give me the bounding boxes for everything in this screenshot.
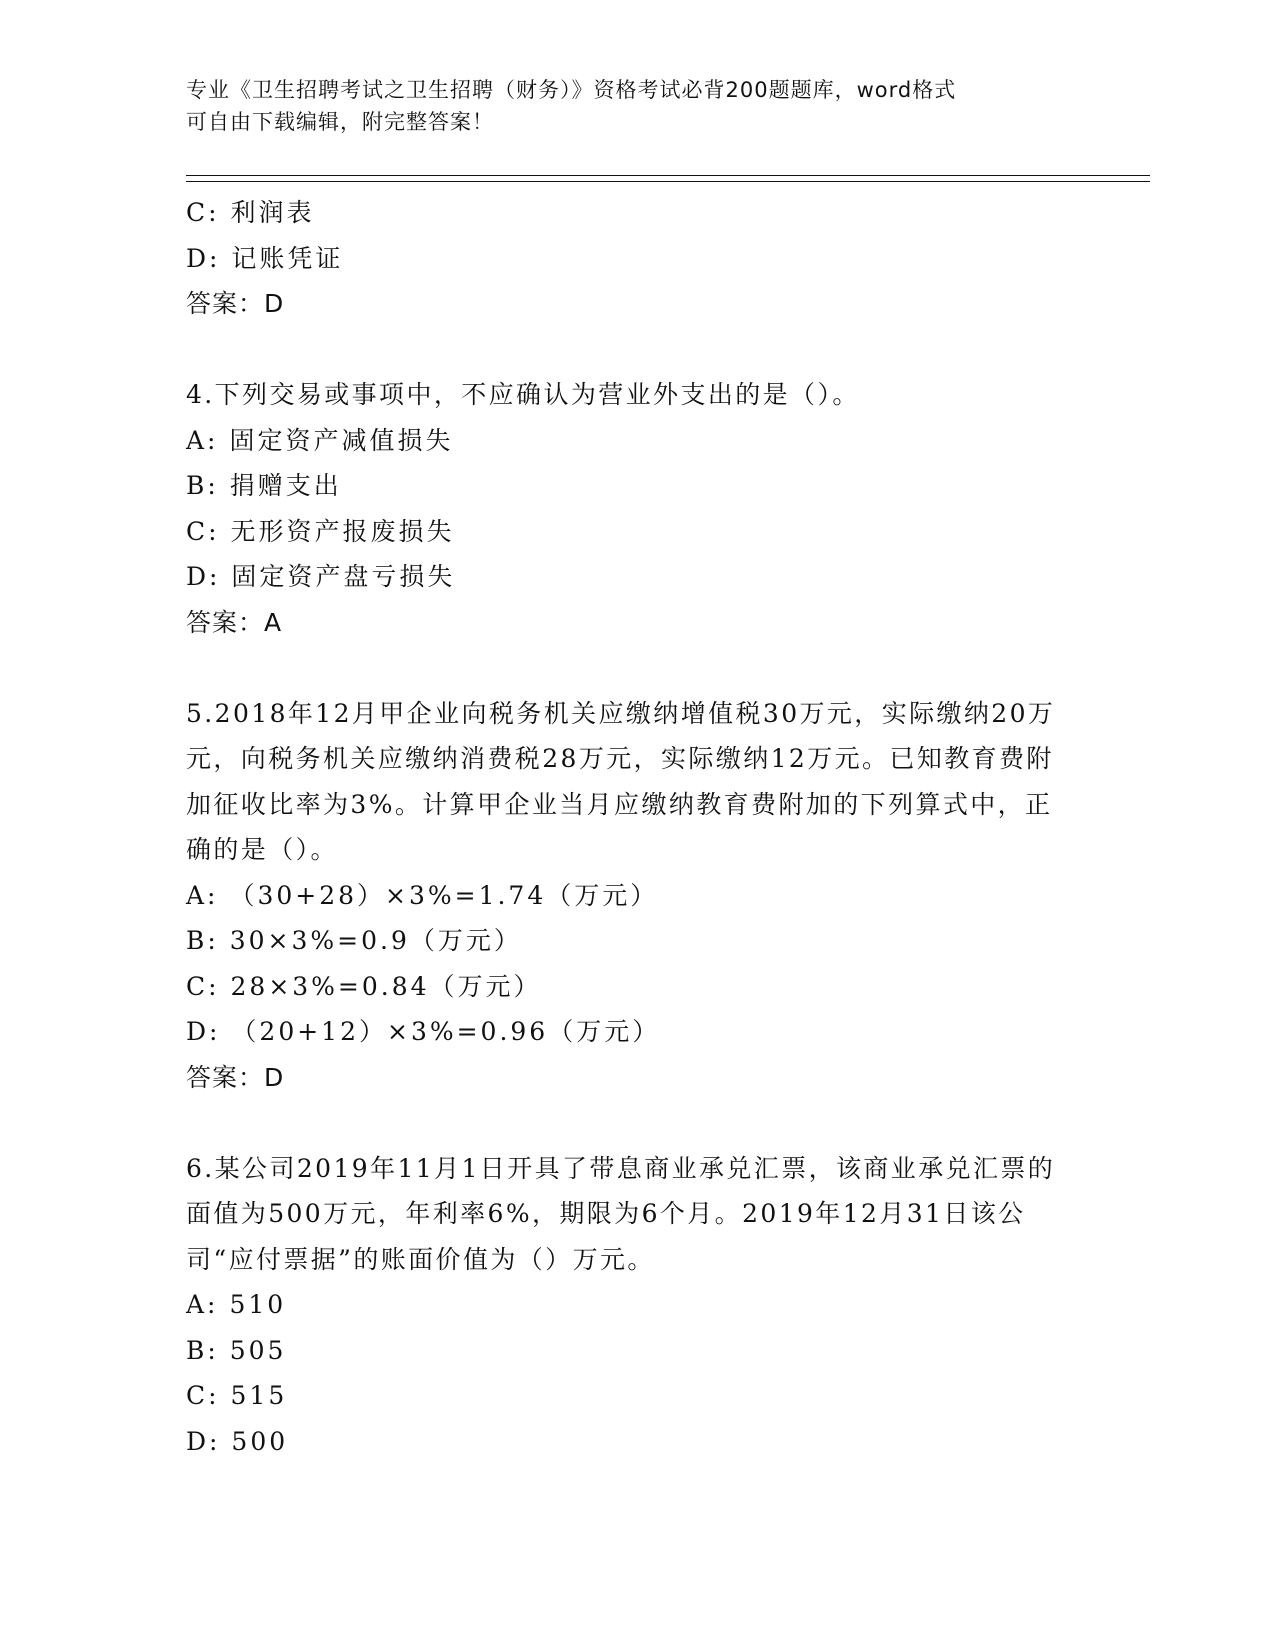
question-3-continuation bbox=[186, 190, 1086, 327]
question-stem: 6.某公司2019年11月1日开具了带息商业承兑汇票，该商业承兑汇票的面值为500万元，年利率6%，期限为6个月。2019年12月31日该公司“应付票据”的账面价值为（）万元。 bbox=[186, 1153, 1056, 1274]
question-stem: 4.下列交易或事项中，不应确认为营业外支出的是（）。 bbox=[186, 380, 860, 409]
option-d: D: 固定资产盘亏损失 bbox=[186, 562, 456, 591]
question-5 bbox=[186, 691, 1086, 1101]
option-b: B: 505 bbox=[186, 1335, 287, 1365]
document-body bbox=[186, 190, 1086, 1464]
option-b: B: 30×3%=0.9（万元） bbox=[186, 926, 522, 955]
header-divider-top bbox=[186, 175, 1150, 176]
option-a: A: （30+28）×3%=1.74（万元） bbox=[186, 880, 659, 910]
option-d: D: 500 bbox=[186, 1426, 289, 1456]
answer-line: 答案：D bbox=[186, 289, 285, 318]
answer-line: 答案：D bbox=[186, 1062, 285, 1092]
document-header bbox=[186, 74, 1086, 138]
answer-line: 答案：A bbox=[186, 607, 283, 637]
option-b: B: 捐赠支出 bbox=[186, 471, 342, 500]
option-c: C: 28×3%=0.84（万元） bbox=[186, 971, 542, 1001]
question-4 bbox=[186, 372, 1086, 645]
question-stem: 5.2018年12月甲企业向税务机关应缴纳增值税30万元，实际缴纳20万元，向税务机关应缴纳消费税28万元，实际缴纳12万元。已知教育费附加征收比率为3%。计算甲企业当月应缴纳教育费附加的下列算式中，正确的是（）。 bbox=[186, 698, 1056, 864]
option-d: D: （20+12）×3%=0.96（万元） bbox=[186, 1017, 661, 1046]
option-a: A: 固定资产减值损失 bbox=[186, 425, 454, 455]
header-title-line-2: 可自由下载编辑，附完整答案！ bbox=[186, 110, 494, 134]
option-a: A: 510 bbox=[186, 1290, 287, 1319]
header-divider-bottom bbox=[186, 181, 1150, 182]
header-title-line-1: 专业《卫生招聘考试之卫生招聘（财务）》资格考试必背200题题库，word格式 bbox=[186, 78, 957, 102]
question-6 bbox=[186, 1146, 1086, 1465]
option-c: C: 515 bbox=[186, 1381, 288, 1410]
option-c: C: 无形资产报废损失 bbox=[186, 516, 455, 546]
option-d: D: 记账凭证 bbox=[186, 243, 344, 273]
option-c: C: 利润表 bbox=[186, 198, 315, 227]
